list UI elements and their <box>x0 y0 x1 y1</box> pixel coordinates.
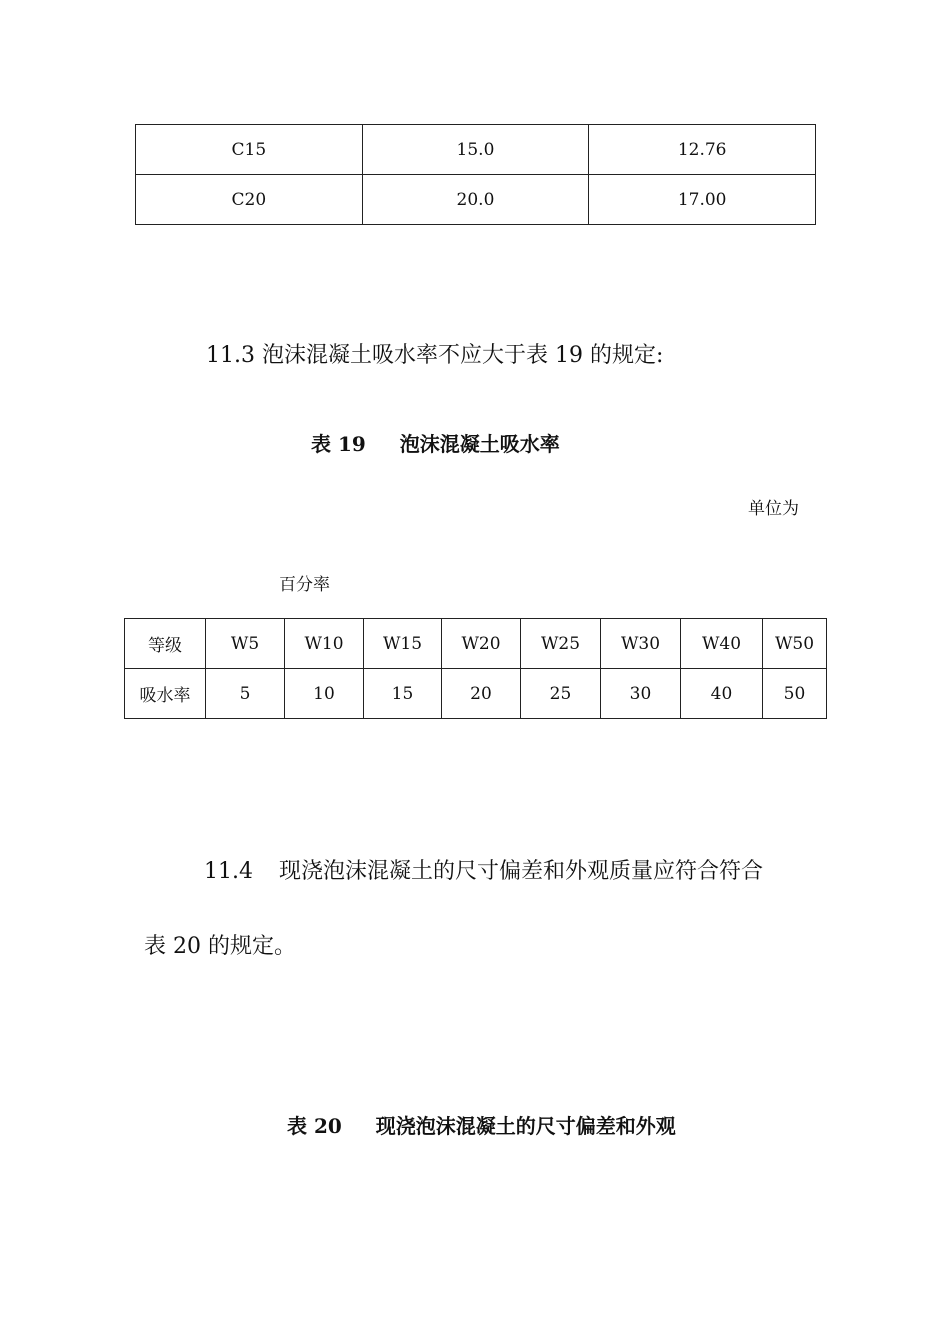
section-number: 11.4 <box>204 859 253 884</box>
table20-caption <box>287 1110 676 1139</box>
strength-table <box>135 124 816 225</box>
paragraph-11-4 <box>204 854 763 885</box>
table-row <box>136 125 816 175</box>
table-row <box>136 175 816 225</box>
table-row <box>125 669 827 719</box>
water-absorption-table <box>124 618 827 719</box>
table-header-cell: W10 <box>285 619 364 669</box>
table-cell: 25 <box>521 669 601 719</box>
table-cell: 50 <box>763 669 827 719</box>
table-header-cell: W40 <box>681 619 763 669</box>
table-cell: 20 <box>442 669 521 719</box>
table-header-cell: W30 <box>601 619 681 669</box>
table20-caption-title: 现浇泡沫混凝土的尺寸偏差和外观 <box>375 1114 676 1138</box>
table-header-cell: W5 <box>206 619 285 669</box>
table-header-cell: W20 <box>442 619 521 669</box>
paragraph-11-3: 11.3 泡沫混凝土吸水率不应大于表 19 的规定: <box>206 343 664 368</box>
table-cell: 17.00 <box>589 175 816 225</box>
table-cell: 10 <box>285 669 364 719</box>
table19-caption <box>311 428 560 457</box>
paragraph-11-4-line2: 表 20 的规定。 <box>144 934 296 959</box>
table-header-row <box>125 619 827 669</box>
table20-caption-number: 表 20 <box>287 1114 342 1138</box>
table-cell: C15 <box>136 125 363 175</box>
table-cell: 30 <box>601 669 681 719</box>
table-cell: 15 <box>364 669 442 719</box>
table-cell: 吸水率 <box>125 669 206 719</box>
paragraph-11-4-line1: 现浇泡沫混凝土的尺寸偏差和外观质量应符合符合 <box>278 859 763 884</box>
table-cell: 5 <box>206 669 285 719</box>
table19-caption-title: 泡沫混凝土吸水率 <box>399 432 560 456</box>
table-cell: 40 <box>681 669 763 719</box>
table-header-cell: W25 <box>521 619 601 669</box>
table19-unit-line1: 单位为 <box>748 499 799 519</box>
table-cell: 12.76 <box>589 125 816 175</box>
table19-caption-number: 表 19 <box>311 432 366 456</box>
table-cell: 15.0 <box>362 125 589 175</box>
table-cell: C20 <box>136 175 363 225</box>
table-header-cell: W15 <box>364 619 442 669</box>
table19-unit-line2: 百分率 <box>279 575 330 595</box>
table-cell: 20.0 <box>362 175 589 225</box>
table-header-cell: 等级 <box>125 619 206 669</box>
table-header-cell: W50 <box>763 619 827 669</box>
